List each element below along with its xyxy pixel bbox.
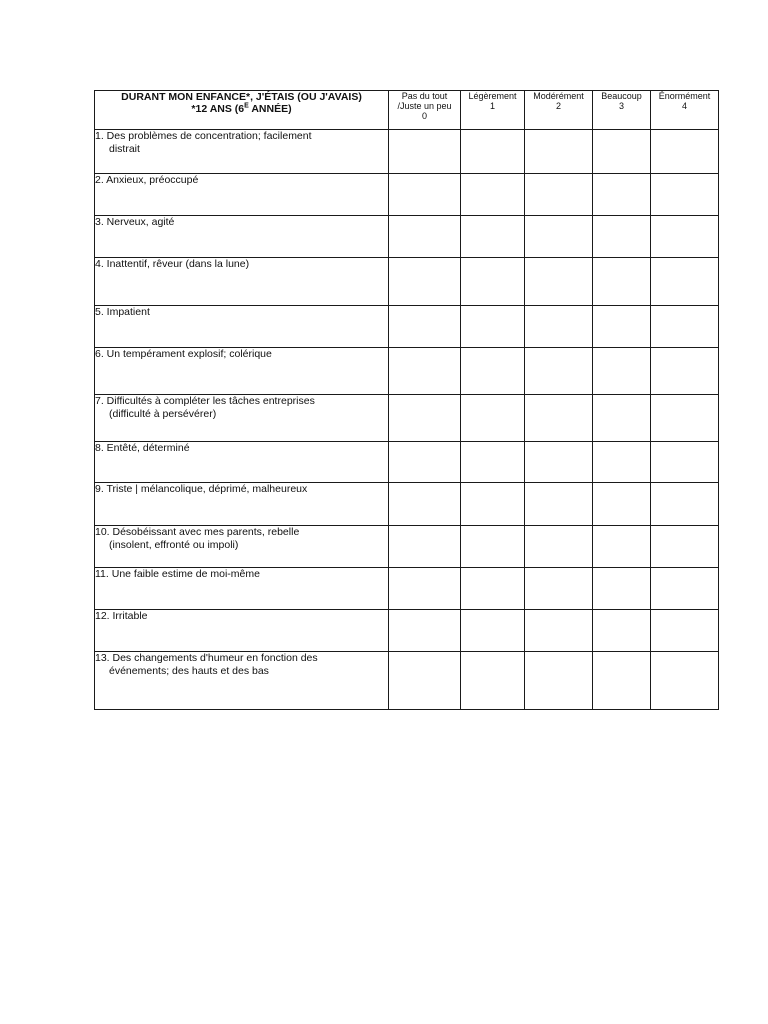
answer-cell-2[interactable] <box>525 130 593 174</box>
item-text <box>95 652 389 710</box>
table-row <box>95 258 719 306</box>
answer-cell-1[interactable] <box>461 258 525 306</box>
answer-cell-3[interactable] <box>593 216 651 258</box>
answer-cell-1[interactable] <box>461 130 525 174</box>
rating-table <box>94 90 719 710</box>
answer-cell-2[interactable] <box>525 348 593 395</box>
item-line1: 12. Irritable <box>95 610 148 622</box>
answer-cell-1[interactable] <box>461 652 525 710</box>
table-row <box>95 130 719 174</box>
answer-cell-3[interactable] <box>593 395 651 442</box>
answer-cell-2[interactable] <box>525 526 593 568</box>
item-text <box>95 568 389 610</box>
item-text <box>95 348 389 395</box>
answer-cell-2[interactable] <box>525 306 593 348</box>
answer-cell-0[interactable] <box>389 568 461 610</box>
answer-cell-3[interactable] <box>593 610 651 652</box>
item-text <box>95 174 389 216</box>
answer-cell-3[interactable] <box>593 174 651 216</box>
item-text <box>95 483 389 526</box>
answer-cell-2[interactable] <box>525 395 593 442</box>
answer-cell-0[interactable] <box>389 526 461 568</box>
answer-cell-2[interactable] <box>525 483 593 526</box>
answer-cell-3[interactable] <box>593 568 651 610</box>
answer-cell-4[interactable] <box>651 258 719 306</box>
answer-cell-1[interactable] <box>461 568 525 610</box>
item-line1: 6. Un tempérament explosif; colérique <box>95 348 272 360</box>
answer-cell-3[interactable] <box>593 526 651 568</box>
table-row <box>95 216 719 258</box>
item-line1: 11. Une faible estime de moi-même <box>95 568 260 580</box>
item-line2: distrait <box>109 143 140 155</box>
answer-cell-4[interactable] <box>651 652 719 710</box>
scale-header-0 <box>389 91 461 130</box>
table-row <box>95 395 719 442</box>
answer-cell-1[interactable] <box>461 306 525 348</box>
table-row <box>95 568 719 610</box>
question-header-line1: DURANT MON ENFANCE*, J'ÉTAIS (OU J'AVAIS) <box>121 91 362 103</box>
questionnaire-sheet <box>94 90 718 710</box>
table-row <box>95 610 719 652</box>
scale-header-2 <box>525 91 593 130</box>
answer-cell-0[interactable] <box>389 348 461 395</box>
answer-cell-0[interactable] <box>389 174 461 216</box>
item-text <box>95 442 389 483</box>
answer-cell-1[interactable] <box>461 216 525 258</box>
item-text <box>95 258 389 306</box>
item-line1: 1. Des problèmes de concentration; facilement <box>95 130 312 142</box>
table-row <box>95 652 719 710</box>
answer-cell-3[interactable] <box>593 652 651 710</box>
scale-value: 0 <box>421 111 427 121</box>
scale-value: 4 <box>681 101 687 111</box>
answer-cell-3[interactable] <box>593 258 651 306</box>
item-line2: (insolent, effronté ou impoli) <box>109 539 239 551</box>
answer-cell-0[interactable] <box>389 652 461 710</box>
answer-cell-4[interactable] <box>651 483 719 526</box>
answer-cell-0[interactable] <box>389 395 461 442</box>
scale-header-3 <box>593 91 651 130</box>
item-text <box>95 610 389 652</box>
item-text <box>95 306 389 348</box>
item-line1: 2. Anxieux, préoccupé <box>95 174 199 186</box>
question-header-line2-post: ANNÉE) <box>248 103 292 115</box>
item-line1: 10. Désobéissant avec mes parents, rebelle <box>95 526 300 538</box>
question-header <box>95 91 389 130</box>
answer-cell-0[interactable] <box>389 442 461 483</box>
answer-cell-2[interactable] <box>525 174 593 216</box>
answer-cell-1[interactable] <box>461 174 525 216</box>
scale-header-1 <box>461 91 525 130</box>
answer-cell-0[interactable] <box>389 306 461 348</box>
scale-label: Légèrement <box>468 91 517 101</box>
answer-cell-1[interactable] <box>461 395 525 442</box>
answer-cell-3[interactable] <box>593 130 651 174</box>
table-header-row <box>95 91 719 130</box>
item-line1: 5. Impatient <box>95 306 150 318</box>
answer-cell-0[interactable] <box>389 258 461 306</box>
table-row <box>95 174 719 216</box>
table-row <box>95 526 719 568</box>
answer-cell-0[interactable] <box>389 216 461 258</box>
answer-cell-4[interactable] <box>651 568 719 610</box>
item-line1: 4. Inattentif, rêveur (dans la lune) <box>95 258 250 270</box>
item-line2: événements; des hauts et des bas <box>109 665 269 677</box>
answer-cell-4[interactable] <box>651 216 719 258</box>
item-line2: (difficulté à persévérer) <box>109 408 217 420</box>
answer-cell-3[interactable] <box>593 442 651 483</box>
scale-value: 1 <box>489 101 495 111</box>
item-text <box>95 526 389 568</box>
item-line1: 8. Entêté, déterminé <box>95 442 190 454</box>
scale-header-4 <box>651 91 719 130</box>
answer-cell-1[interactable] <box>461 483 525 526</box>
item-line1: 7. Difficultés à compléter les tâches entreprises <box>95 395 315 407</box>
answer-cell-0[interactable] <box>389 610 461 652</box>
item-line1: 3. Nerveux, agité <box>95 216 175 228</box>
answer-cell-1[interactable] <box>461 526 525 568</box>
table-row <box>95 442 719 483</box>
answer-cell-4[interactable] <box>651 526 719 568</box>
answer-cell-4[interactable] <box>651 395 719 442</box>
answer-cell-3[interactable] <box>593 348 651 395</box>
item-line1: 9. Triste | mélancolique, déprimé, malheureux <box>95 483 308 495</box>
answer-cell-4[interactable] <box>651 348 719 395</box>
table-row <box>95 483 719 526</box>
answer-cell-4[interactable] <box>651 610 719 652</box>
answer-cell-3[interactable] <box>593 306 651 348</box>
item-text <box>95 395 389 442</box>
answer-cell-4[interactable] <box>651 174 719 216</box>
answer-cell-2[interactable] <box>525 258 593 306</box>
scale-label: Pas du tout /Juste un peu <box>397 91 452 111</box>
table-row <box>95 348 719 395</box>
question-header-line2-pre: *12 ANS (6 <box>191 103 245 115</box>
answer-cell-1[interactable] <box>461 348 525 395</box>
answer-cell-0[interactable] <box>389 130 461 174</box>
table-row <box>95 306 719 348</box>
scale-label: Beaucoup <box>601 91 642 101</box>
answer-cell-2[interactable] <box>525 216 593 258</box>
answer-cell-4[interactable] <box>651 130 719 174</box>
item-line1: 13. Des changements d'humeur en fonction des <box>95 652 318 664</box>
item-text <box>95 216 389 258</box>
question-header-sup: E <box>244 102 249 110</box>
answer-cell-3[interactable] <box>593 483 651 526</box>
scale-label: Modérément <box>533 91 584 101</box>
scale-label: Énormément <box>658 91 711 101</box>
answer-cell-2[interactable] <box>525 610 593 652</box>
scale-value: 2 <box>555 101 561 111</box>
answer-cell-2[interactable] <box>525 568 593 610</box>
scale-value: 3 <box>618 101 624 111</box>
answer-cell-1[interactable] <box>461 442 525 483</box>
answer-cell-4[interactable] <box>651 306 719 348</box>
item-text <box>95 130 389 174</box>
answer-cell-2[interactable] <box>525 442 593 483</box>
answer-cell-0[interactable] <box>389 483 461 526</box>
answer-cell-4[interactable] <box>651 442 719 483</box>
answer-cell-1[interactable] <box>461 610 525 652</box>
answer-cell-2[interactable] <box>525 652 593 710</box>
